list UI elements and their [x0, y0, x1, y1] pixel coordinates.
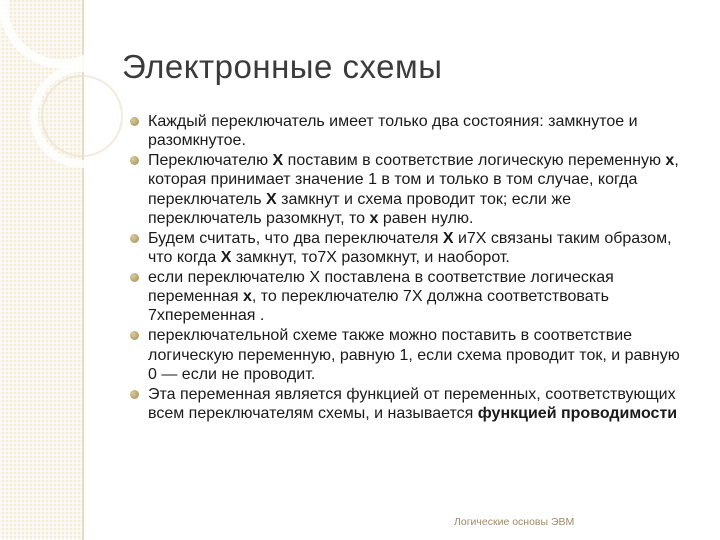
bullet-item — [128, 268, 688, 326]
bullet-text-segment: замкнут, то7X разомкнут, и наоборот. — [231, 249, 510, 267]
bullet-text-segment: X — [272, 152, 284, 170]
bullet-text-segment: Каждый переключатель имеет только два состояния: замкнутое и разомкнутое. — [148, 113, 638, 150]
bullet-text-segment: и7X связаны таким образом, что когда — [148, 229, 672, 267]
bullet-list — [128, 112, 688, 424]
bullet-item — [128, 112, 688, 151]
bullet-item — [128, 385, 688, 424]
bullet-text-segment: x — [665, 152, 675, 170]
bullet-text-segment: X — [442, 229, 454, 247]
bullet-text-segment: равен нулю. — [378, 209, 474, 227]
slide-footer: Логические основы ЭВМ — [454, 516, 575, 528]
bullet-marker-icon — [130, 117, 139, 126]
bullet-text-segment: x — [369, 209, 379, 227]
bullet-text-segment: Эта переменная является функцией от переменных, соответствующих всем переключателям схемы, и называется — [148, 385, 676, 422]
slide-title: Электронные схемы — [122, 48, 443, 85]
bullet-marker-icon — [130, 390, 139, 399]
decorative-circles — [0, 0, 140, 200]
bullet-text-segment: , то переключателю 7X должна соответствовать 7xпеременная . — [148, 288, 609, 325]
bullet-marker-icon — [130, 331, 139, 340]
bullet-item — [128, 151, 688, 228]
bullet-text-segment: переключательной схеме также можно поставить в соответствие логическую переменную, равную 1, если схема проводит ток, и равную 0 — если не проводит. — [148, 327, 680, 383]
bullet-text-segment: замкнут и схема проводит ток; если же переключатель разомкнут, то — [148, 190, 571, 227]
bullet-text-segment: X — [266, 190, 277, 208]
bullet-marker-icon — [130, 273, 139, 282]
bullet-marker-icon — [130, 234, 139, 243]
bullet-text-segment: X — [220, 249, 232, 267]
bullet-text-segment: Переключателю — [148, 152, 273, 170]
bullet-item — [128, 229, 688, 268]
bullet-text-segment: функцией проводимости — [477, 404, 678, 422]
bullet-item — [128, 326, 688, 384]
bullet-text-segment: Будем считать, что два переключателя — [148, 229, 443, 247]
bullet-text-segment: , которая принимает значение 1 в том и только в том случае, когда переключатель — [148, 152, 679, 208]
bullet-text-segment: если переключателю X поставлена в соответствие логическая переменная — [148, 268, 614, 306]
bullet-text-segment: поставим в соответствие логическую переменную — [283, 152, 666, 170]
bullet-text-segment: x — [242, 288, 252, 306]
bullet-marker-icon — [130, 156, 139, 165]
